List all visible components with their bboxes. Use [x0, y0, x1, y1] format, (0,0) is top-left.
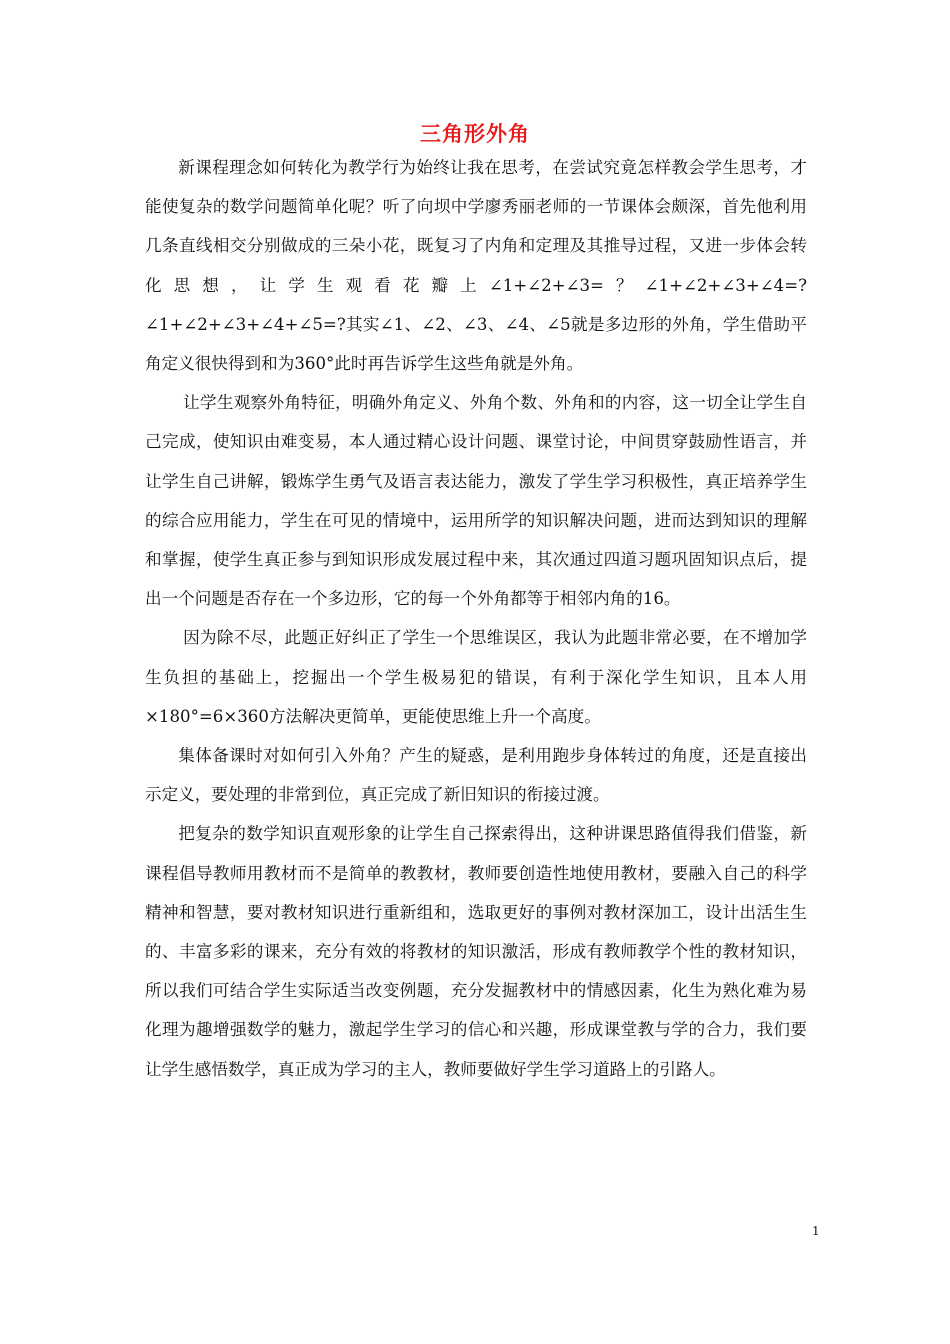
paragraph-3: 因为除不尽，此题正好纠正了学生一个思维误区，我认为此题非常必要，在不增加学生负担的基础上，挖掘出一个学生极易犯的错误，有利于深化学生知识，且本人用×180°=6×360方法解决更简单，更能使思维上升一个高度。: [145, 628, 807, 726]
paragraph-2: 让学生观察外角特征，明确外角定义、外角个数、外角和的内容，这一切全让学生自己完成，使知识由难变易，本人通过精心设计问题、课堂讨论，中间贯穿鼓励性语言，并让学生自己讲解，锻炼学生勇气及语言表达能力，激发了学生学习积极性，真正培养学生的综合应用能力，学生在可见的情境中，运用所学的知识解决问题，进而达到知识的理解和掌握，使学生真正参与到知识形成发展过程中来，其次通过四道习题巩固知识点后，提出一个问题是否存在一个多边形，它的每一个外角都等于相邻内角的16。: [145, 393, 807, 609]
paragraph-5: 把复杂的数学知识直观形象的让学生自己探索得出，这种讲课思路值得我们借鉴，新课程倡导教师用教材而不是简单的教教材，教师要创造性地使用教材，要融入自己的科学精神和智慧，要对教材知识进行重新组和，选取更好的事例对教材深加工，设计出活生生的、丰富多彩的课来，充分有效的将教材的知识激活，形成有教师教学个性的教材知识，所以我们可结合学生实际适当改变例题，充分发掘教材中的情感因素，化生为熟化难为易化理为趣增强数学的魅力，激起学生学习的信心和兴趣，形成课堂教与学的合力，我们要让学生感悟数学，真正成为学习的主人，教师要做好学生学习道路上的引路人。: [145, 824, 807, 1079]
page-number: 1: [812, 1224, 820, 1238]
paragraph-4: 集体备课时对如何引入外角？产生的疑惑，是利用跑步身体转过的角度，还是直接出示定义，要处理的非常到位，真正完成了新旧知识的衔接过渡。: [145, 746, 807, 805]
paragraph-1: 新课程理念如何转化为教学行为始终让我在思考，在尝试究竟怎样教会学生思考，才能使复杂的数学问题简单化呢？听了向坝中学廖秀丽老师的一节课体会颇深，首先他利用几条直线相交分别做成的三朵小花，既复习了内角和定理及其推导过程，又进一步体会转化思想，让学生观看花瓣上∠1+∠2+∠3=？∠1+∠2+∠3+∠4=?∠1+∠2+∠3+∠4+∠5=?其实∠1、∠2、∠3、∠4、∠5就是多边形的外角，学生借助平角定义很快得到和为360°此时再告诉学生这些角就是外角。: [145, 158, 807, 374]
document-title: 三角形外角: [420, 121, 530, 146]
document-body: [145, 148, 807, 1089]
